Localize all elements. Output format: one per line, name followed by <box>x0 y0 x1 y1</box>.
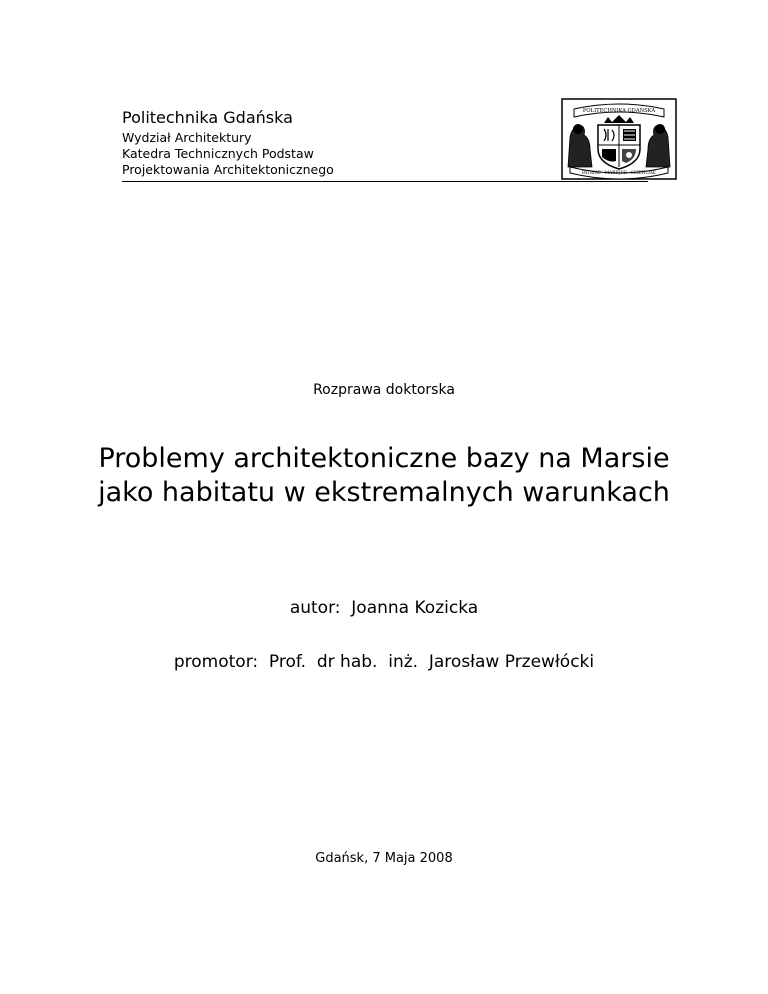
promotor-line: promotor: Prof. dr hab. inż. Jarosław Przewłócki <box>173 652 595 672</box>
seal-top-text: POLITECHNIKA GDAŃSKA <box>582 108 656 114</box>
department-name-line2: Projektowania Architektonicznego <box>122 162 334 177</box>
university-name: Politechnika Gdańska <box>122 108 293 127</box>
title-line-2: jako habitatu w ekstremalnych warunkach <box>98 477 670 508</box>
seal-motto-text: PATRIAE · MARIQUE · SCIENTIAE <box>581 170 657 175</box>
author-line: autor: Joanna Kozicka <box>289 598 479 618</box>
place-date: Gdańsk, 7 Maja 2008 <box>315 851 453 866</box>
title-line-1: Problemy architektoniczne bazy na Marsie <box>98 443 670 474</box>
document-type: Rozprawa doktorska <box>313 382 455 398</box>
university-seal-icon <box>560 97 678 181</box>
department-name-line1: Katedra Technicznych Podstaw <box>122 146 314 161</box>
document-title <box>0 442 768 510</box>
header-divider <box>122 181 648 182</box>
faculty-name: Wydział Architektury <box>122 130 252 145</box>
